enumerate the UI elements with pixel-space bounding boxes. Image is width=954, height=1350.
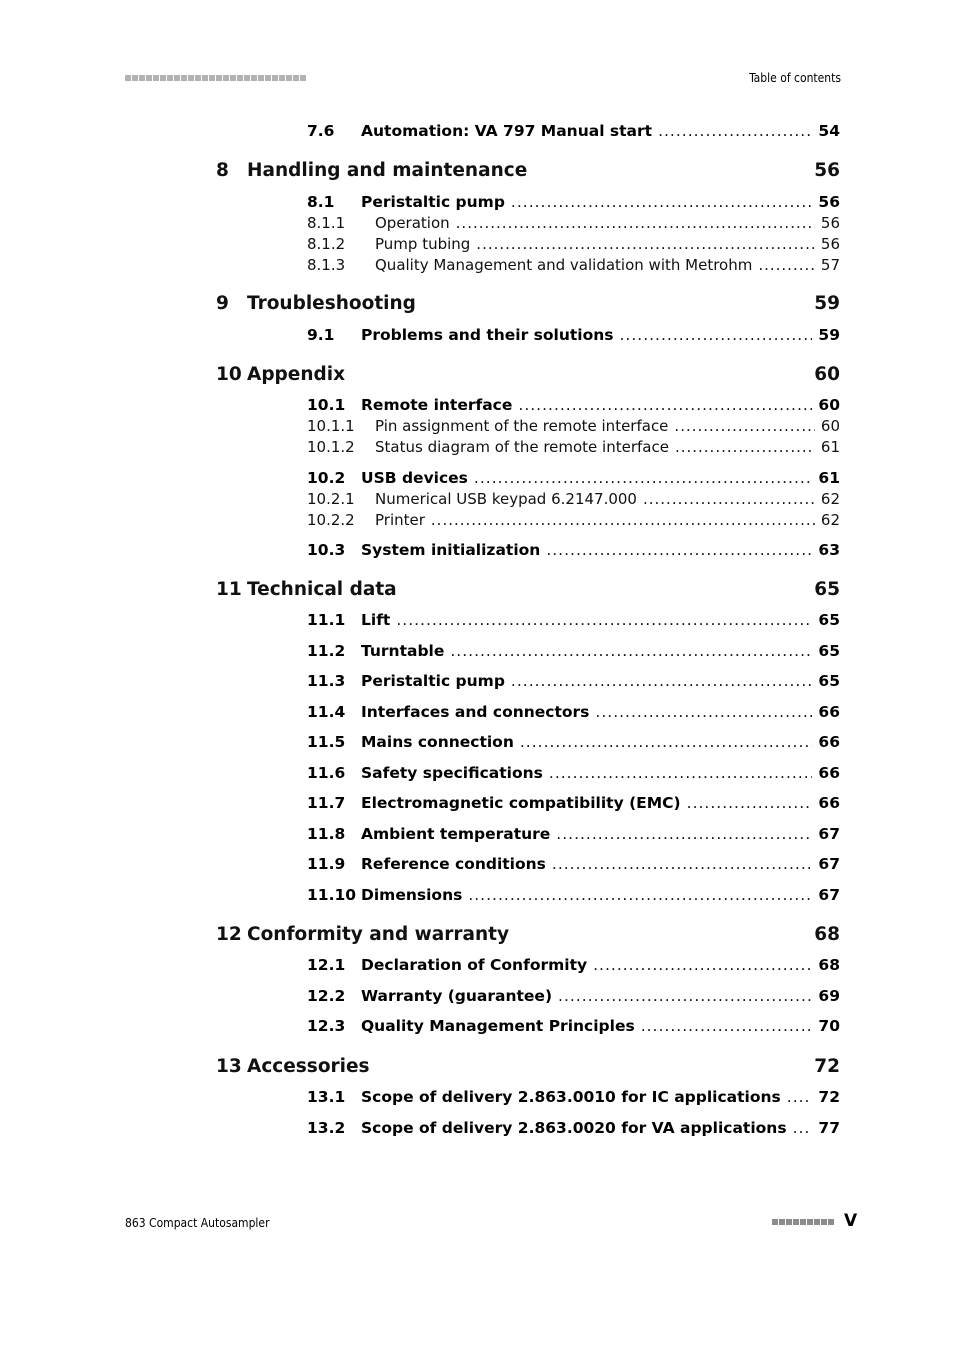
entry-page: 63 [818, 541, 840, 559]
dot-leader [549, 764, 813, 782]
chapter-page: 65 [814, 579, 840, 600]
entry-number: 11.10 [307, 886, 357, 904]
entry-title: Mains connection [361, 733, 514, 751]
entry-title: Pin assignment of the remote interface [375, 417, 669, 435]
entry-title: Automation: VA 797 Manual start [361, 122, 653, 140]
entry-title: Printer [375, 511, 425, 529]
footer-brand-marks [772, 1219, 834, 1225]
entry-number: 12.3 [307, 1017, 346, 1035]
toc-subentry[interactable] [307, 490, 840, 508]
toc-subentry[interactable] [307, 256, 840, 274]
entry-title: Turntable [361, 642, 445, 660]
toc-entry[interactable] [307, 886, 840, 904]
toc-subentry[interactable] [307, 511, 840, 529]
toc-entry[interactable] [307, 642, 840, 660]
entry-number: 10.1 [307, 396, 346, 414]
entry-page: 62 [820, 511, 840, 529]
dot-leader [793, 1119, 813, 1137]
entry-page: 60 [820, 417, 840, 435]
entry-number: 11.1 [307, 611, 346, 629]
toc-entry[interactable] [307, 987, 840, 1005]
toc-entry[interactable] [307, 703, 840, 721]
toc-entry[interactable] [307, 469, 840, 487]
toc-chapter[interactable] [216, 364, 840, 385]
toc-entry[interactable] [307, 672, 840, 690]
entry-title: Ambient temperature [361, 825, 551, 843]
entry-title: Dimensions [361, 886, 463, 904]
dot-leader [511, 672, 813, 690]
dot-leader [558, 987, 812, 1005]
chapter-number: 12 [216, 924, 242, 945]
entry-number: 10.2.1 [307, 490, 355, 508]
dot-leader [456, 214, 815, 232]
toc-chapter[interactable] [216, 1056, 840, 1077]
entry-title: Remote interface [361, 396, 513, 414]
entry-page: 56 [820, 235, 840, 253]
entry-page: 61 [818, 469, 840, 487]
entry-page: 67 [818, 855, 840, 873]
chapter-page: 59 [814, 293, 840, 314]
toc-subentry[interactable] [307, 214, 840, 232]
entry-number: 11.7 [307, 794, 346, 812]
toc-subentry[interactable] [307, 438, 840, 456]
entry-title: Declaration of Conformity [361, 956, 588, 974]
toc-entry[interactable] [307, 193, 840, 211]
toc-entry[interactable] [307, 733, 840, 751]
chapter-number: 10 [216, 364, 242, 385]
dot-leader [643, 490, 815, 508]
entry-title: Quality Management Principles [361, 1017, 635, 1035]
dot-leader [687, 794, 813, 812]
dot-leader [620, 326, 813, 344]
entry-title: Problems and their solutions [361, 326, 614, 344]
entry-title: Reference conditions [361, 855, 546, 873]
dot-leader [552, 855, 813, 873]
dot-leader [476, 235, 815, 253]
toc-entry[interactable] [307, 1088, 840, 1106]
entry-number: 10.3 [307, 541, 346, 559]
entry-number: 10.1.1 [307, 417, 355, 435]
running-header-title: Table of contents [749, 71, 841, 85]
entry-number: 8.1.3 [307, 256, 346, 274]
entry-title: Scope of delivery 2.863.0020 for VA applications [361, 1119, 787, 1137]
entry-number: 10.2 [307, 469, 346, 487]
entry-title: Operation [375, 214, 450, 232]
dot-leader [518, 396, 812, 414]
toc-entry[interactable] [307, 956, 840, 974]
entry-page: 54 [818, 122, 840, 140]
entry-number: 11.9 [307, 855, 346, 873]
entry-page: 69 [818, 987, 840, 1005]
entry-page: 65 [818, 611, 840, 629]
chapter-number: 8 [216, 160, 229, 181]
entry-title: USB devices [361, 469, 468, 487]
toc-entry[interactable] [307, 541, 840, 559]
dot-leader [546, 541, 812, 559]
entry-title: Peristaltic pump [361, 672, 505, 690]
entry-page: 70 [818, 1017, 840, 1035]
chapter-title: Troubleshooting [247, 293, 416, 314]
toc-chapter[interactable] [216, 160, 840, 181]
entry-number: 12.2 [307, 987, 346, 1005]
chapter-page: 72 [814, 1056, 840, 1077]
dot-leader [511, 193, 813, 211]
entry-number: 8.1.2 [307, 235, 346, 253]
entry-number: 11.2 [307, 642, 346, 660]
entry-page: 60 [818, 396, 840, 414]
entry-page: 66 [818, 794, 840, 812]
dot-leader [556, 825, 812, 843]
entry-title: Peristaltic pump [361, 193, 505, 211]
toc-chapter[interactable] [216, 293, 840, 314]
toc-entry[interactable] [307, 1119, 840, 1137]
toc-entry[interactable] [307, 122, 840, 140]
toc-entry[interactable] [307, 1017, 840, 1035]
chapter-number: 13 [216, 1056, 242, 1077]
entry-number: 8.1.1 [307, 214, 346, 232]
entry-title: Scope of delivery 2.863.0010 for IC applications [361, 1088, 781, 1106]
entry-page: 68 [818, 956, 840, 974]
chapter-page: 68 [814, 924, 840, 945]
entry-page: 65 [818, 642, 840, 660]
entry-number: 8.1 [307, 193, 335, 211]
entry-title: Warranty (guarantee) [361, 987, 553, 1005]
entry-page: 67 [818, 825, 840, 843]
entry-page: 56 [818, 193, 840, 211]
entry-page: 62 [820, 490, 840, 508]
chapter-title: Conformity and warranty [247, 924, 510, 945]
entry-number: 11.4 [307, 703, 346, 721]
entry-number: 11.5 [307, 733, 346, 751]
dot-leader [641, 1017, 813, 1035]
entry-number: 7.6 [307, 122, 335, 140]
dot-leader [474, 469, 813, 487]
footer-product-name: 863 Compact Autosampler [125, 1216, 270, 1230]
entry-number: 9.1 [307, 326, 335, 344]
toc-entry[interactable] [307, 396, 840, 414]
dot-leader [396, 611, 812, 629]
toc-chapter[interactable] [216, 924, 840, 945]
chapter-title: Accessories [247, 1056, 370, 1077]
entry-page: 59 [818, 326, 840, 344]
entry-number: 11.6 [307, 764, 346, 782]
entry-page: 72 [818, 1088, 840, 1106]
entry-title: Electromagnetic compatibility (EMC) [361, 794, 681, 812]
entry-page: 66 [818, 764, 840, 782]
entry-number: 11.3 [307, 672, 346, 690]
entry-title: Lift [361, 611, 391, 629]
chapter-number: 11 [216, 579, 242, 600]
dot-leader [674, 417, 814, 435]
dot-leader [758, 256, 815, 274]
dot-leader [450, 642, 812, 660]
entry-number: 11.8 [307, 825, 346, 843]
entry-number: 12.1 [307, 956, 346, 974]
dot-leader [787, 1088, 813, 1106]
dot-leader [658, 122, 812, 140]
toc-entry[interactable] [307, 326, 840, 344]
toc-chapter[interactable] [216, 579, 840, 600]
toc-entry[interactable] [307, 794, 840, 812]
entry-page: 67 [818, 886, 840, 904]
entry-page: 56 [820, 214, 840, 232]
chapter-page: 60 [814, 364, 840, 385]
dot-leader [595, 703, 812, 721]
entry-number: 13.2 [307, 1119, 346, 1137]
entry-title: Interfaces and connectors [361, 703, 590, 721]
dot-leader [520, 733, 813, 751]
dot-leader [468, 886, 812, 904]
chapter-title: Technical data [247, 579, 397, 600]
toc-entry[interactable] [307, 855, 840, 873]
entry-number: 10.1.2 [307, 438, 355, 456]
dot-leader [675, 438, 815, 456]
entry-title: Numerical USB keypad 6.2147.000 [375, 490, 637, 508]
toc-entry[interactable] [307, 764, 840, 782]
entry-page: 61 [820, 438, 840, 456]
entry-title: Safety specifications [361, 764, 543, 782]
entry-page: 66 [818, 703, 840, 721]
chapter-title: Appendix [247, 364, 346, 385]
entry-title: System initialization [361, 541, 541, 559]
dot-leader [431, 511, 815, 529]
toc-subentry[interactable] [307, 235, 840, 253]
toc-entry[interactable] [307, 611, 840, 629]
chapter-title: Handling and maintenance [247, 160, 528, 181]
footer-page-number: V [844, 1211, 858, 1231]
entry-page: 65 [818, 672, 840, 690]
entry-title: Status diagram of the remote interface [375, 438, 669, 456]
entry-number: 13.1 [307, 1088, 346, 1106]
entry-page: 57 [820, 256, 840, 274]
entry-number: 10.2.2 [307, 511, 355, 529]
dot-leader [593, 956, 812, 974]
entry-page: 66 [818, 733, 840, 751]
entry-page: 77 [818, 1119, 840, 1137]
entry-title: Quality Management and validation with Metrohm [375, 256, 753, 274]
toc-subentry[interactable] [307, 417, 840, 435]
chapter-number: 9 [216, 293, 229, 314]
chapter-page: 56 [814, 160, 840, 181]
toc-entry[interactable] [307, 825, 840, 843]
entry-title: Pump tubing [375, 235, 471, 253]
